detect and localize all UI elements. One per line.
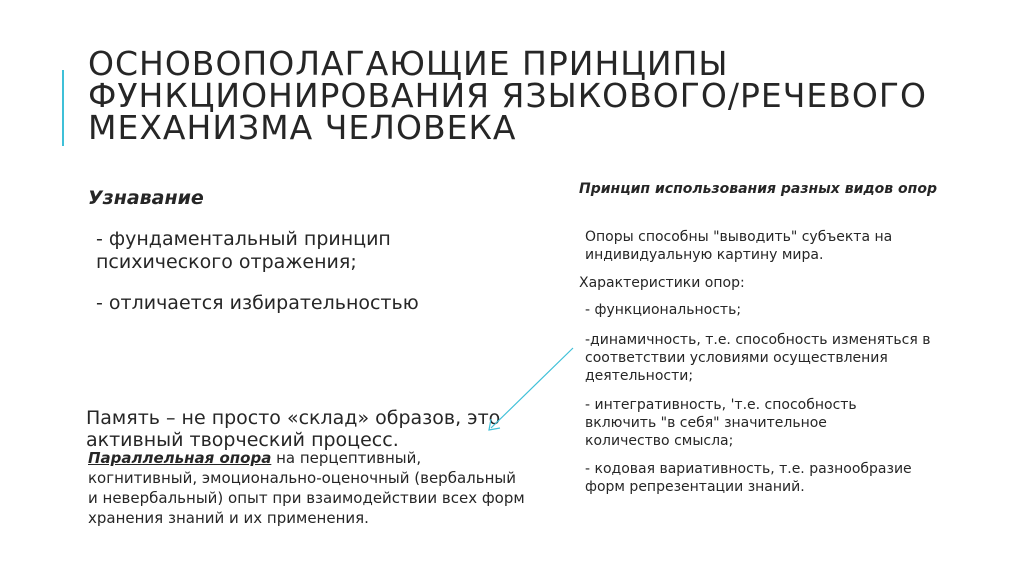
characteristic-item: - интегративность, 'т.е. способность включить "в себя" значительное количество смысла; [585, 397, 857, 449]
characteristic-item: - функциональность; [585, 302, 742, 318]
characteristic-item: - кодовая вариативность, т.е. разнообразие форм репрезентации знаний. [585, 461, 912, 495]
recognition-item-1: - фундаментальный принцип психического отражения; [96, 228, 391, 273]
supports-intro: Опоры способны "выводить" субъекта на индивидуальную картину мира. [585, 229, 893, 263]
connector-line [491, 348, 573, 428]
recognition-heading: Узнавание [88, 187, 204, 209]
title-line-3: МЕХАНИЗМА ЧЕЛОВЕКА [88, 108, 517, 147]
title-line-1: ОСНОВОПОЛАГАЮЩИЕ ПРИНЦИПЫ [88, 44, 729, 83]
parallel-support-text: на перцептивный, когнитивный, эмоционально-оценочный (вербальный и невербальный) опыт при взаимодействии всех форм хранения знаний и их применения. [88, 449, 525, 527]
title-line-2: ФУНКЦИОНИРОВАНИЯ ЯЗЫКОВОГО/РЕЧЕВОГО [88, 76, 927, 115]
supports-principle-heading: Принцип использования разных видов опор [579, 181, 937, 197]
memory-statement: Память – не просто «склад» образов, это активный творческий процесс. [86, 407, 501, 451]
characteristics-label: Характеристики опор: [579, 275, 745, 291]
recognition-item-2: - отличается избирательностью [96, 292, 419, 314]
parallel-support-term: Параллельная опора [88, 449, 272, 467]
characteristic-item: -динамичность, т.е. способность изменяться в соответствии условиями осуществления деятельности; [585, 332, 931, 384]
